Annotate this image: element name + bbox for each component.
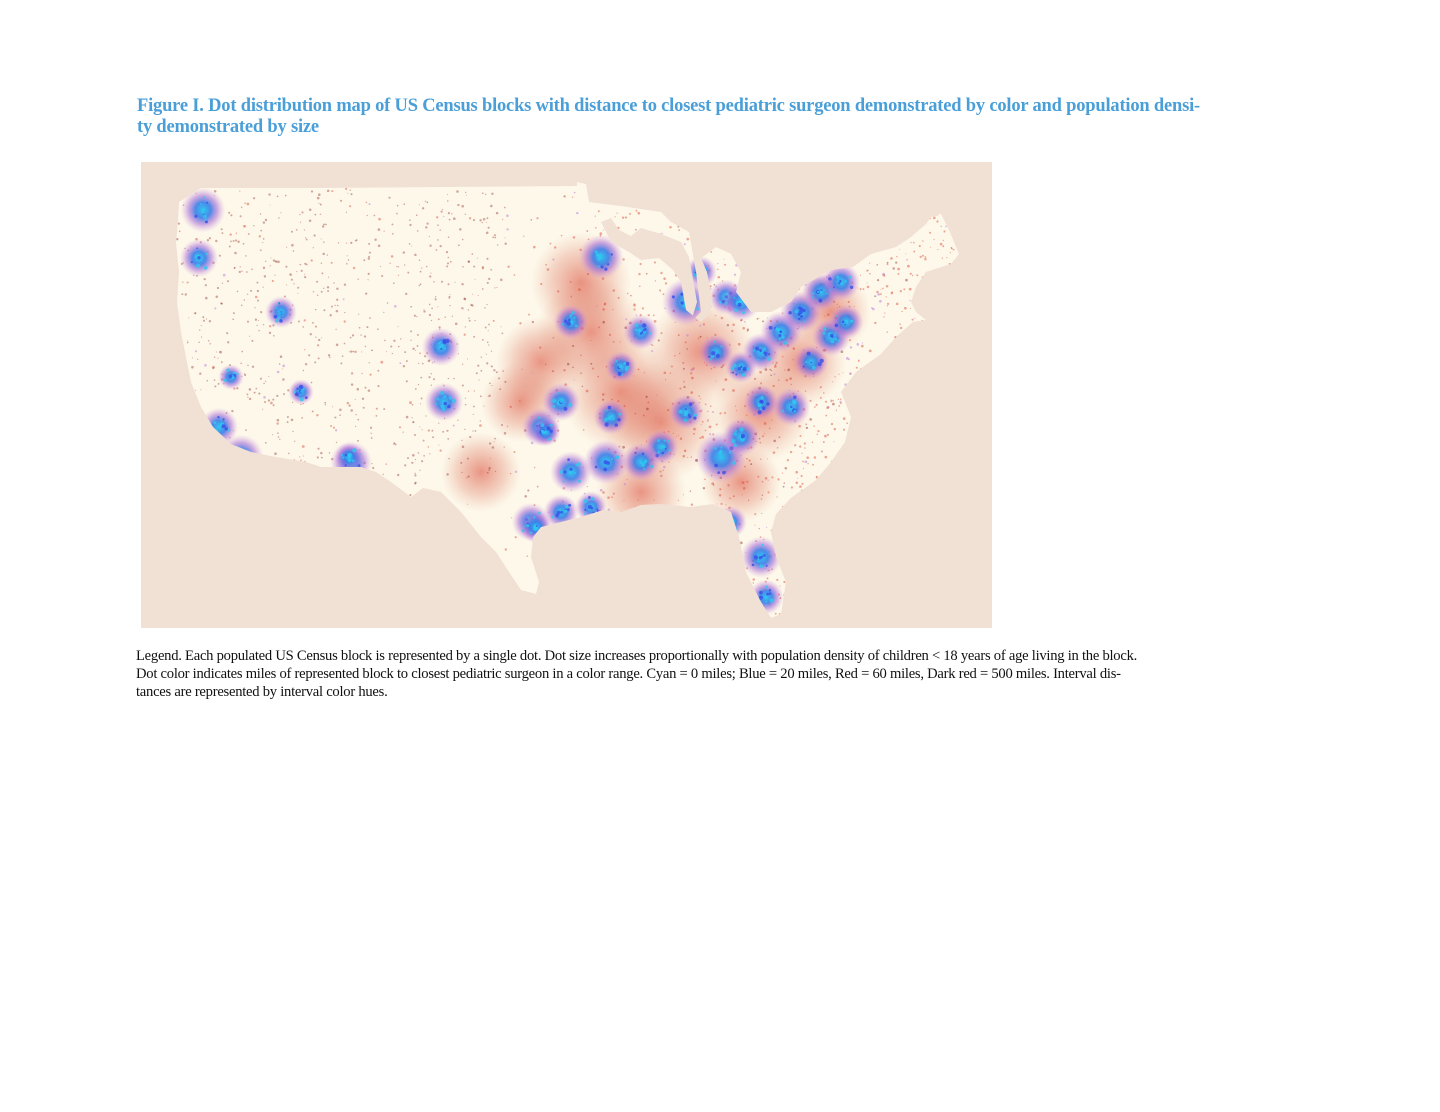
us-map-svg [141,162,992,628]
legend-line-2: Dot color indicates miles of represented block to closest pediatric surgeon in a color range. Cyan = 0 miles; Blue = 20 miles, Red = 60 miles, Dark red = 500 miles. Interval dis- [136,666,1121,682]
figure-title-line-2: ty demonstrated by size [137,117,319,137]
figure-title [137,96,1277,138]
figure-legend [136,647,1316,701]
dot-distribution-map [141,162,992,628]
legend-line-3: tances are represented by interval color hues. [136,684,388,700]
legend-line-1: Legend. Each populated US Census block is represented by a single dot. Dot size increases proportionally with population density of children < 18 years of age living in the block. [136,648,1138,664]
figure-title-line-1: Figure I. Dot distribution map of US Census blocks with distance to closest pediatric surgeon demonstrated by color and population densi- [137,96,1200,116]
